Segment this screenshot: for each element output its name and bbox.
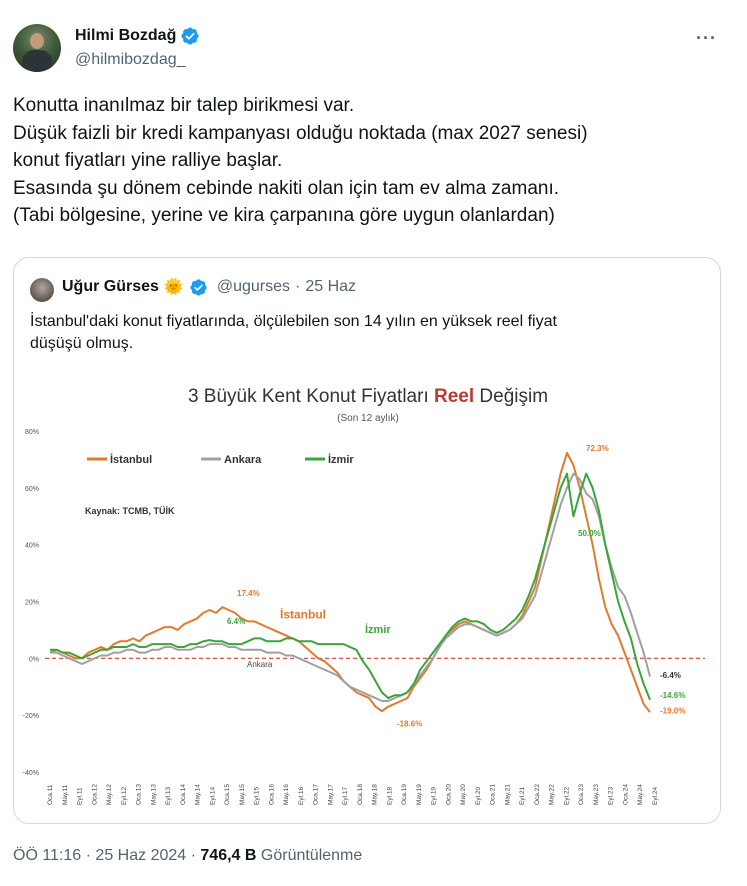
x-tick-label: Oca.17	[312, 784, 320, 805]
x-tick-label: May.13	[150, 784, 158, 805]
x-tick-label: Eyl.16	[297, 786, 305, 805]
quoted-author-avatar[interactable]	[30, 278, 54, 302]
chart-title-accent: Reel	[434, 386, 475, 407]
tweet-text-line: Düşük faizli bir kredi kampanyası olduğu noktada (max 2027 senesi)	[13, 122, 588, 144]
x-tick-label: May.17	[327, 784, 335, 805]
x-tick-label: Oca.19	[401, 784, 409, 805]
izmir-end-label: -14.6%	[660, 691, 686, 701]
istanbul-max-label: 72.3%	[586, 443, 609, 453]
x-tick-label: Eyl.11	[76, 787, 84, 805]
x-tick-label: Oca.20	[445, 784, 453, 805]
y-tick-label: 20%	[24, 599, 39, 607]
x-tick-label: Oca.12	[91, 784, 99, 805]
x-tick-label: Eyl.12	[120, 786, 128, 805]
chart-title-part: Değişim	[474, 386, 549, 407]
sun-emoji-icon: 🌞	[163, 279, 184, 296]
tweet-text-line: konut fiyatları yine ralliye başlar.	[13, 150, 283, 171]
x-tick-label: May.21	[504, 784, 512, 805]
x-tick-label: Eyl.23	[607, 786, 615, 805]
x-tick-label: May.18	[371, 784, 379, 805]
separator-dot: ·	[190, 847, 196, 864]
quoted-tweet[interactable]	[13, 257, 721, 824]
legend-label: İzmir	[328, 454, 354, 466]
quoted-header	[62, 277, 356, 297]
istanbul-peak-label: 17.4%	[237, 588, 260, 598]
y-tick-label: 80%	[24, 429, 39, 436]
more-options-icon[interactable]: ···	[696, 28, 717, 48]
separator-dot: ·	[85, 847, 91, 864]
legend-label: Ankara	[224, 454, 262, 466]
x-tick-label: May.14	[194, 784, 202, 805]
chart-source: Kaynak: TCMB, TÜİK	[85, 506, 175, 516]
y-tick-label: -20%	[22, 713, 39, 721]
x-tick-label: Oca.22	[533, 784, 541, 805]
x-tick-label: May.20	[460, 784, 468, 805]
x-tick-label: Oca.16	[268, 784, 276, 805]
y-tick-label: 0%	[28, 656, 39, 664]
ankara-inline-label: Ankara	[247, 659, 273, 669]
x-tick-label: Eyl.22	[563, 786, 571, 805]
x-tick-label: Eyl.20	[474, 786, 482, 805]
verified-badge-icon	[180, 26, 200, 46]
istanbul-inline-label: İstanbul	[280, 607, 327, 622]
izmir-max-label: 50.0%	[578, 529, 601, 539]
x-tick-label: Eyl.19	[430, 786, 438, 805]
x-tick-label: Eyl.17	[342, 786, 350, 805]
x-tick-label: Eyl.13	[165, 786, 173, 805]
izmir-inline-label: İzmir	[365, 623, 391, 636]
tweet-time[interactable]: ÖÖ 11:16	[13, 847, 82, 864]
x-tick-label: Eyl.24	[652, 786, 659, 805]
x-tick-label: Eyl.15	[253, 786, 261, 805]
x-tick-label: May.22	[548, 784, 556, 805]
x-tick-label: May.16	[283, 784, 291, 805]
x-tick-label: Oca.21	[489, 784, 497, 805]
legend-label: İstanbul	[110, 454, 153, 466]
views-count: 746,4 B	[200, 847, 257, 864]
y-tick-label: -40%	[22, 770, 39, 777]
istanbul-end-label: -19.0%	[660, 706, 686, 716]
x-tick-label: May.23	[592, 784, 600, 805]
x-tick-label: Oca.13	[135, 784, 143, 805]
y-tick-label: 40%	[24, 542, 39, 550]
x-tick-label: Eyl.14	[209, 786, 217, 805]
views-label: Görüntülenme	[260, 847, 363, 864]
quoted-author-name[interactable]: Uğur Gürses	[62, 278, 159, 295]
author-name[interactable]: Hilmi Bozdağ	[75, 27, 177, 44]
chart-title	[188, 386, 548, 407]
x-tick-label: May.24	[637, 784, 645, 805]
y-tick-label: 60%	[24, 485, 39, 493]
quoted-text-line: İstanbul'daki konut fiyatlarında, ölçülebilen son 14 yılın en yüksek reel fiyat	[30, 313, 557, 330]
tweet-date[interactable]: 25 Haz 2024	[95, 847, 187, 864]
tweet-text-line: Konutta inanılmaz bir talep birikmesi var.	[13, 95, 355, 116]
x-tick-label: Oca.15	[224, 784, 232, 805]
x-tick-label: Oca.11	[47, 784, 54, 805]
author-avatar[interactable]	[13, 24, 61, 72]
x-tick-label: Oca.14	[179, 784, 187, 805]
quoted-text-line: düşüşü olmuş.	[30, 335, 134, 352]
x-tick-label: Oca.24	[622, 784, 630, 805]
chart-title-part: 3 Büyük Kent Konut Fiyatları	[187, 386, 435, 407]
x-tick-label: May.12	[106, 784, 114, 805]
tweet-text-line: (Tabi bölgesine, yerine ve kira çarpanına göre uygun olanlardan)	[13, 205, 555, 226]
author-name-row	[75, 26, 200, 46]
x-tick-label: May.11	[61, 784, 69, 805]
quoted-author-handle[interactable]: @ugurses	[216, 278, 291, 295]
ankara-end-label: -6.4%	[660, 671, 681, 681]
x-tick-label: Oca.18	[356, 784, 364, 805]
tweet-text	[13, 92, 733, 230]
x-tick-label: Eyl.21	[519, 786, 527, 805]
x-tick-label: Oca.23	[578, 784, 586, 805]
chart-subtitle: (Son 12 aylık)	[337, 413, 399, 424]
x-tick-label: May.19	[415, 784, 423, 805]
istanbul-min-label: -18.6%	[397, 719, 423, 729]
author-handle[interactable]: @hilmibozdag_	[75, 51, 186, 68]
x-tick-label: Eyl.18	[386, 786, 394, 805]
quoted-date[interactable]: 25 Haz	[305, 278, 357, 295]
quoted-text	[30, 311, 710, 355]
separator-dot: ·	[295, 278, 301, 295]
price-change-chart[interactable]	[15, 371, 721, 824]
x-tick-label: May.15	[238, 784, 246, 805]
verified-badge-icon	[189, 278, 208, 297]
izmir-peak-label: 6.4%	[227, 617, 246, 627]
tweet-text-line: Esasında şu dönem cebinde nakiti olan için tam ev alma zamanı.	[13, 177, 560, 199]
tweet-footer	[13, 847, 362, 865]
